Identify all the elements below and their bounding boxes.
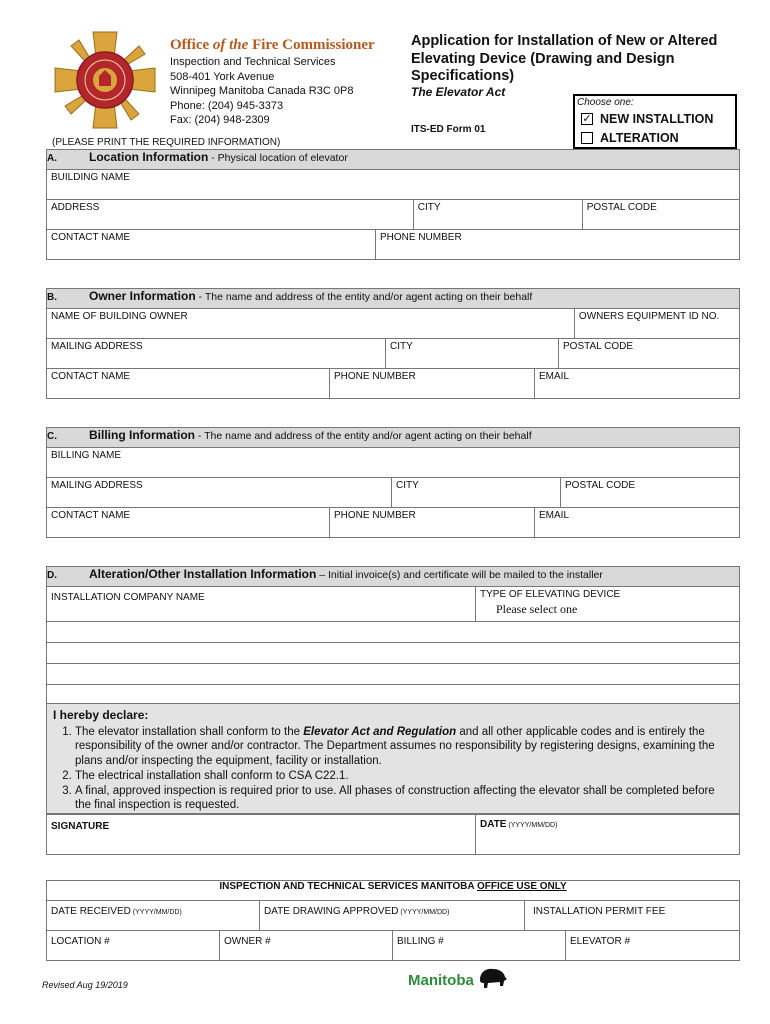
blank-line[interactable] xyxy=(47,622,740,643)
elevator-act: The Elevator Act xyxy=(411,85,506,99)
section-c-table-2 xyxy=(46,507,740,538)
section-a-header: A. Location Information - Physical location of elevator xyxy=(47,150,740,170)
city-field[interactable]: CITY xyxy=(386,339,559,369)
postal-code-field[interactable]: POSTAL CODE xyxy=(582,200,739,230)
permit-fee-field[interactable]: INSTALLATION PERMIT FEE xyxy=(525,901,740,931)
application-title: Application for Installation of New or Altered Elevating Device (Drawing and Design Specifications) xyxy=(411,33,718,84)
form-number: ITS-ED Form 01 xyxy=(411,124,486,135)
owner-name-field[interactable]: NAME OF BUILDING OWNER xyxy=(47,309,575,339)
new-installation-checkbox[interactable]: ✓ xyxy=(582,113,592,125)
contact-name-field[interactable]: CONTACT NAME xyxy=(47,369,330,399)
section-b-table xyxy=(46,288,740,339)
fire-commissioner-logo-icon xyxy=(52,30,158,130)
revised-date: Revised Aug 19/2019 xyxy=(42,980,128,990)
date-field[interactable]: DATE (YYYY/MM/DD) xyxy=(476,815,740,855)
section-b-header: B. Owner Information - The name and address of the entity and/or agent acting on their behalf xyxy=(47,289,740,309)
signature-table xyxy=(46,814,740,855)
alteration-checkbox[interactable] xyxy=(581,132,593,144)
billing-number-field[interactable]: BILLING # xyxy=(393,931,566,961)
postal-code-field[interactable]: POSTAL CODE xyxy=(559,339,740,369)
office-use-table xyxy=(46,880,740,901)
signature-field[interactable]: SIGNATURE xyxy=(47,815,476,855)
device-type-select[interactable]: Please select one xyxy=(496,602,578,616)
equipment-id-field[interactable]: OWNERS EQUIPMENT ID NO. xyxy=(574,309,739,339)
blank-line[interactable] xyxy=(47,643,740,664)
section-d-header: D. Alteration/Other Installation Information – Initial invoice(s) and certificate will be mailed to the installer xyxy=(47,567,740,587)
contact-name-field[interactable]: CONTACT NAME xyxy=(47,230,376,260)
address-line: Winnipeg Manitoba Canada R3C 0P8 xyxy=(170,85,354,97)
contact-name-field[interactable]: CONTACT NAME xyxy=(47,508,330,538)
mailing-address-field[interactable]: MAILING ADDRESS xyxy=(47,478,392,508)
manitoba-wordmark: Manitoba xyxy=(408,972,474,989)
device-type-field[interactable]: TYPE OF ELEVATING DEVICE Please select one xyxy=(476,587,740,622)
billing-name-field[interactable]: BILLING NAME xyxy=(47,448,740,478)
section-c-table xyxy=(46,427,740,508)
elevator-number-field[interactable]: ELEVATOR # xyxy=(566,931,740,961)
office-title: Office of the Fire Commissioner xyxy=(170,37,375,53)
office-use-row-2 xyxy=(46,930,740,961)
section-d-table xyxy=(46,566,740,706)
section-c-header: C. Billing Information - The name and address of the entity and/or agent acting on their behalf xyxy=(47,428,740,448)
installation-company-field[interactable]: INSTALLATION COMPANY NAME xyxy=(47,587,476,622)
declaration-box xyxy=(46,703,740,814)
city-field[interactable]: CITY xyxy=(413,200,582,230)
office-use-header: INSPECTION AND TECHNICAL SERVICES MANITOBA OFFICE USE ONLY xyxy=(47,881,740,901)
date-received-field[interactable]: DATE RECEIVED (YYYY/MM/DD) xyxy=(47,901,260,931)
declaration-list xyxy=(53,725,733,813)
owner-number-field[interactable]: OWNER # xyxy=(220,931,393,961)
print-instruction: (PLEASE PRINT THE REQUIRED INFORMATION) xyxy=(52,137,281,148)
office-use-row-1 xyxy=(46,900,740,931)
new-installation-label: NEW INSTALLTION xyxy=(600,112,714,126)
city-field[interactable]: CITY xyxy=(392,478,561,508)
address-field[interactable]: ADDRESS xyxy=(47,200,414,230)
section-b-table-2 xyxy=(46,338,740,369)
location-number-field[interactable]: LOCATION # xyxy=(47,931,220,961)
address-line: Phone: (204) 945-3373 xyxy=(170,99,284,112)
office-address xyxy=(170,55,353,128)
email-field[interactable]: EMAIL xyxy=(535,508,740,538)
declaration-item: 3. A final, approved inspection is required prior to use. All phases of construction affecting the elevator shall be completed before the final inspection is requested. xyxy=(75,784,733,813)
phone-number-field[interactable]: PHONE NUMBER xyxy=(376,230,740,260)
address-line: Inspection and Technical Services xyxy=(170,56,336,68)
choose-one-label: Choose one: xyxy=(577,97,634,108)
manitoba-logo xyxy=(408,966,508,996)
blank-line[interactable] xyxy=(47,664,740,685)
postal-code-field[interactable]: POSTAL CODE xyxy=(561,478,740,508)
address-line: 508-401 York Avenue xyxy=(170,70,275,83)
address-line: Fax: (204) 948-2309 xyxy=(170,114,270,126)
phone-number-field[interactable]: PHONE NUMBER xyxy=(330,508,535,538)
declaration-heading: I hereby declare: xyxy=(53,708,149,722)
declaration-item: 2. The electrical installation shall conform to CSA C22.1. xyxy=(75,769,733,784)
declaration-item: 1. The elevator installation shall conform to the Elevator Act and Regulation and all other applicable codes and is entirely the responsibility of the owner and/or contractor. The Department assumes no responsibility by registering designs, examining the plans and/or inspecting the equipment, facility or installation. xyxy=(75,725,733,769)
building-name-field[interactable]: BUILDING NAME xyxy=(47,170,740,200)
mailing-address-field[interactable]: MAILING ADDRESS xyxy=(47,339,386,369)
bison-icon xyxy=(478,966,508,992)
section-a-table xyxy=(46,149,740,260)
section-b-table-3 xyxy=(46,368,740,399)
date-approved-field[interactable]: DATE DRAWING APPROVED (YYYY/MM/DD) xyxy=(260,901,525,931)
alteration-label: ALTERATION xyxy=(600,131,679,145)
phone-number-field[interactable]: PHONE NUMBER xyxy=(330,369,535,399)
email-field[interactable]: EMAIL xyxy=(535,369,740,399)
